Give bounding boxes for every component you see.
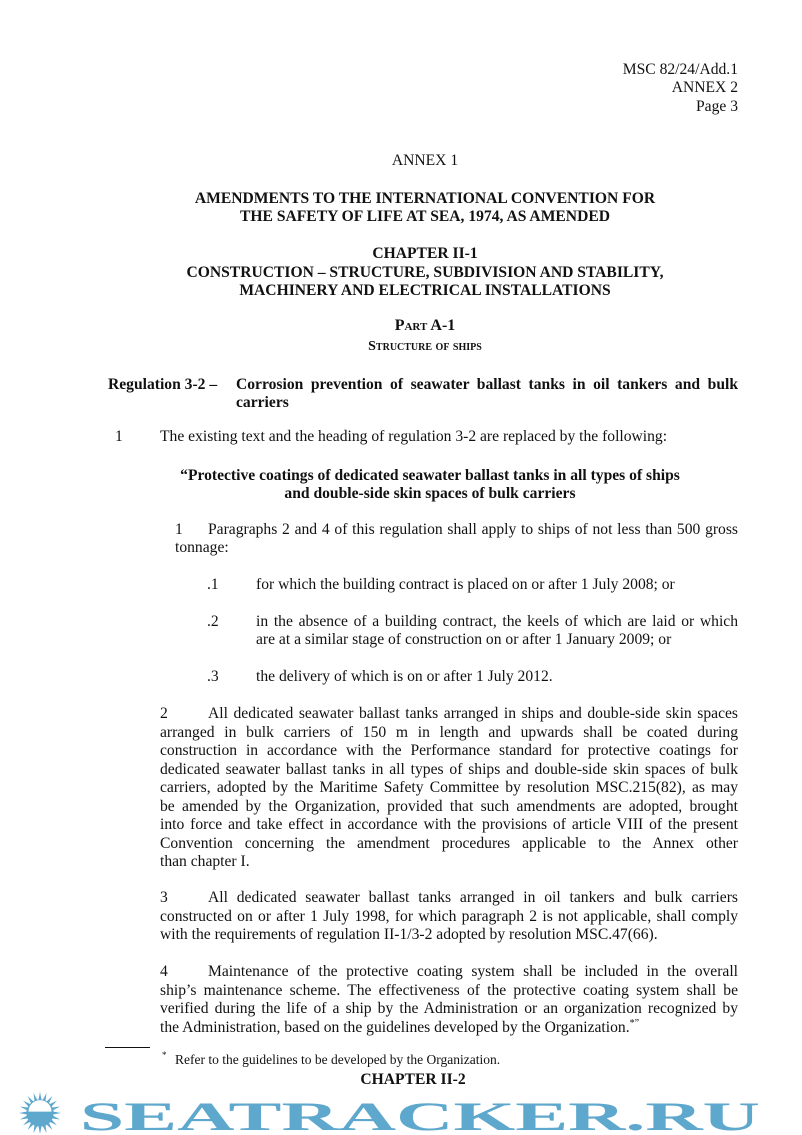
seatracker-watermark xyxy=(0,1090,802,1135)
para-number: 3 xyxy=(160,889,168,906)
para-line: verified during the life of a ship by the Administration or an organization recognized by xyxy=(160,1000,738,1017)
item-number: 1 xyxy=(115,428,123,445)
quote-heading-line: and double-side skin spaces of bulk carriers xyxy=(284,485,576,502)
sun-ray xyxy=(38,1092,41,1100)
annex-title: ANNEX 1 xyxy=(391,152,459,169)
para-line: be amended by the Organization, provided that such amendments are adopted, brought xyxy=(160,797,738,815)
para-line: constructed on or after 1 July 1998, for which paragraph 2 is not applicable, shall comply xyxy=(160,907,738,925)
annex-label: ANNEX 2 xyxy=(671,79,738,96)
para-number: 4 xyxy=(160,963,168,980)
footnote-rule xyxy=(105,1047,150,1048)
subitem-line: in the absence of a building contract, the keels of which are laid or which xyxy=(256,613,738,630)
subitem-line: are at a similar stage of construction on or after 1 January 2009; or xyxy=(256,631,672,648)
para-line: Maintenance of the protective coating system shall be included in the overall xyxy=(208,963,738,980)
footnote-text: Refer to the guidelines to be developed by the Organization. xyxy=(175,1052,501,1067)
para-line: with the requirements of regulation II-1/3-2 adopted by resolution MSC.47(66). xyxy=(160,926,658,943)
para-line: dedicated seawater ballast tanks in all types of ships and double-side skin spaces of bulk xyxy=(160,760,738,778)
para-line: tonnage: xyxy=(175,539,229,556)
para-line: the Administration, based on the guidelines developed by the Organization. xyxy=(160,1018,630,1036)
subitem-line: for which the building contract is placed on or after 1 July 2008; or xyxy=(256,576,675,593)
part-number: Part A-1 xyxy=(394,317,456,334)
para-line: arranged in bulk carriers of 150 m in length and upwards shall be coated during xyxy=(160,723,738,741)
watermark-text: SEATRACKER.RU xyxy=(80,1094,760,1135)
para-line: into force and take effect in accordance with the provisions of article VIII of the present xyxy=(160,816,738,833)
subitem-number: .3 xyxy=(207,668,219,685)
para-line: All dedicated seawater ballast tanks arranged in ships and double-side skin spaces xyxy=(208,705,738,722)
part-title: Structure of ships xyxy=(368,339,482,354)
title-line-1: AMENDMENTS TO THE INTERNATIONAL CONVENTION FOR xyxy=(194,190,656,207)
footnote-mark: * xyxy=(162,1050,167,1060)
footnote-reference-mark: *” xyxy=(629,1017,640,1029)
regulation-label: Regulation 3-2 – xyxy=(108,376,218,393)
next-chapter-heading: CHAPTER II-2 xyxy=(360,1071,466,1088)
sun-ray xyxy=(38,1126,41,1134)
para-line: All dedicated seawater ballast tanks arranged in oil tankers and bulk carriers xyxy=(208,889,738,906)
para-line: construction in accordance with the Performance standard for protective coatings for xyxy=(160,742,738,759)
sun-ray xyxy=(53,1111,61,1114)
subitem-number: .2 xyxy=(207,613,219,630)
para-line: Convention concerning the amendment procedures applicable to the Annex other xyxy=(160,834,738,852)
para-number: 1 xyxy=(175,521,183,538)
para-number: 2 xyxy=(160,705,168,722)
page-number: Page 3 xyxy=(695,98,738,115)
subitem-number: .1 xyxy=(207,576,219,593)
para-line: Paragraphs 2 and 4 of this regulation shall apply to ships of not less than 500 gross xyxy=(208,521,738,538)
sun-ray xyxy=(19,1111,27,1114)
item-text: The existing text and the heading of regulation 3-2 are replaced by the following: xyxy=(160,428,668,445)
chapter-title-line-1: CONSTRUCTION – STRUCTURE, SUBDIVISION AND STABILITY, xyxy=(186,264,664,281)
chapter-number: CHAPTER II-1 xyxy=(372,245,478,262)
para-line: ship’s maintenance scheme. The effectiveness of the protective coating system shall be xyxy=(160,981,738,999)
subitem-line: the delivery of which is on or after 1 July 2012. xyxy=(256,668,553,685)
regulation-title-line: Corrosion prevention of seawater ballast tanks in oil tankers and bulk xyxy=(236,376,738,393)
para-line: than chapter I. xyxy=(160,853,250,870)
title-line-2: THE SAFETY OF LIFE AT SEA, 1974, AS AMENDED xyxy=(240,208,610,225)
doc-reference: MSC 82/24/Add.1 xyxy=(622,61,738,78)
para-line: carriers, adopted by the Maritime Safety Committee by resolution MSC.215(82), as may xyxy=(160,779,738,796)
chapter-title-line-2: MACHINERY AND ELECTRICAL INSTALLATIONS xyxy=(239,282,611,299)
quote-heading-line: “Protective coatings of dedicated seawater ballast tanks in all types of ships xyxy=(180,467,680,484)
regulation-title-line: carriers xyxy=(236,394,289,411)
para-last-line xyxy=(160,1019,639,1037)
sun-logo-icon xyxy=(19,1092,61,1134)
